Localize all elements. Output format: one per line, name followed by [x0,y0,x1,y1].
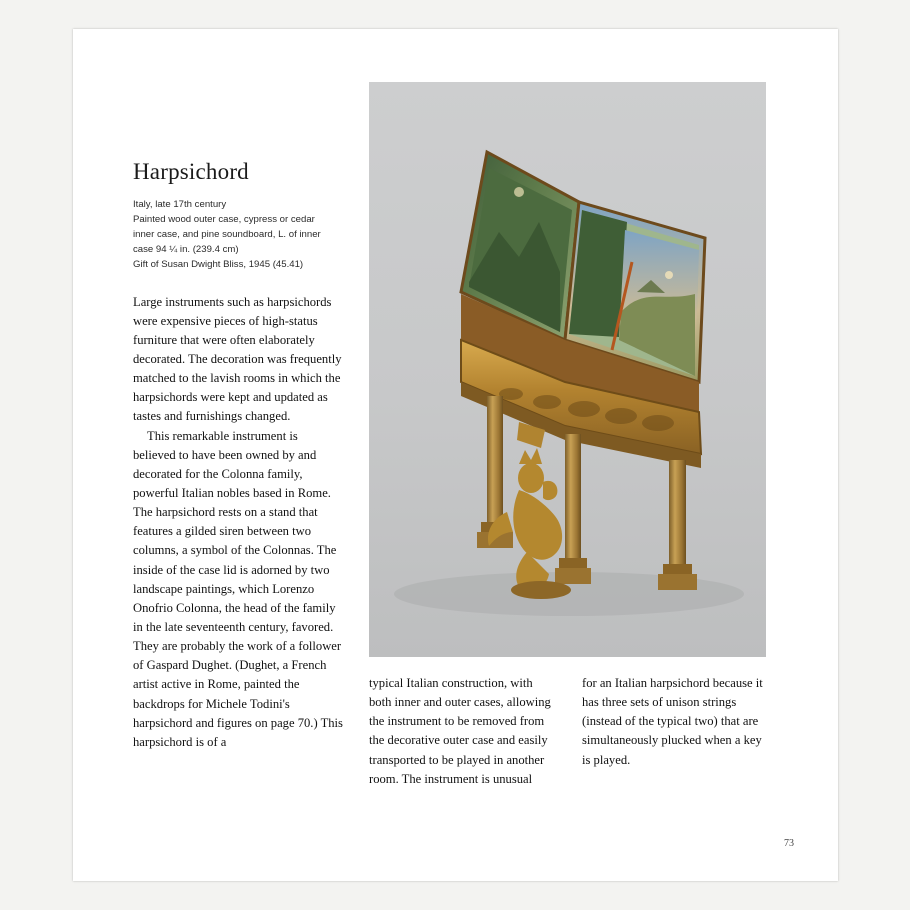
paragraph-2: This remarkable instrument is believed to have been owned by and decorated for the Colonna family, powerful Italian nobles based in Rome. The harpsichord rests on a stand that features a gilded siren between two columns, a symbol of the Colonnas. The inside of the case lid is adorned by two landscape paintings, which Lorenzo Onofrio Colonna, the head of the family in the late seventeenth century, favored. They are probably the work of a follower of Gaspard Dughet. (Dughet, a French artist active in Rome, painted the backdrops for Michele Todini's harpsichord and figures on page 70.) This harpsichord is of a [133,428,343,749]
object-caption [133,198,343,272]
bottom-paragraph-2: for an Italian harpsichord because it has three sets of unison strings (instead of the typical two) that are simultaneously plucked when a key is played. [582,676,763,767]
harpsichord-photograph [369,82,766,657]
bottom-text-columns [369,674,769,789]
caption-line-5: Gift of Susan Dwight Bliss, 1945 (45.41) [133,258,304,270]
caption-line-2: Painted wood outer case, cypress or cedar [133,214,315,226]
bottom-paragraph-1: typical Italian construction, with both inner and outer cases, allowing the instrument to be removed from the decorative outer case and easily transported to be played in another room. The instrument is unusual [369,676,551,786]
harpsichord-illustration [369,82,766,657]
caption-line-1: Italy, late 17th century [133,199,227,211]
bottom-column-2 [582,674,769,789]
page-title: Harpsichord [133,159,249,184]
page-number: 73 [784,838,794,849]
book-page [73,29,838,881]
bottom-column-1 [369,674,556,789]
paragraph-1: Large instruments such as harpsichords were expensive pieces of high-status furniture that were often elaborately decorated. The decoration was frequently matched to the lavish rooms in which the harpsichords were kept and updated as tastes and furnishings changed. [133,294,342,424]
caption-line-3: inner case, and pine soundboard, L. of inner [133,229,321,241]
left-text-column [133,159,343,752]
caption-line-4: case 94 ¼ in. (239.4 cm) [133,243,239,255]
body-text [133,293,343,752]
